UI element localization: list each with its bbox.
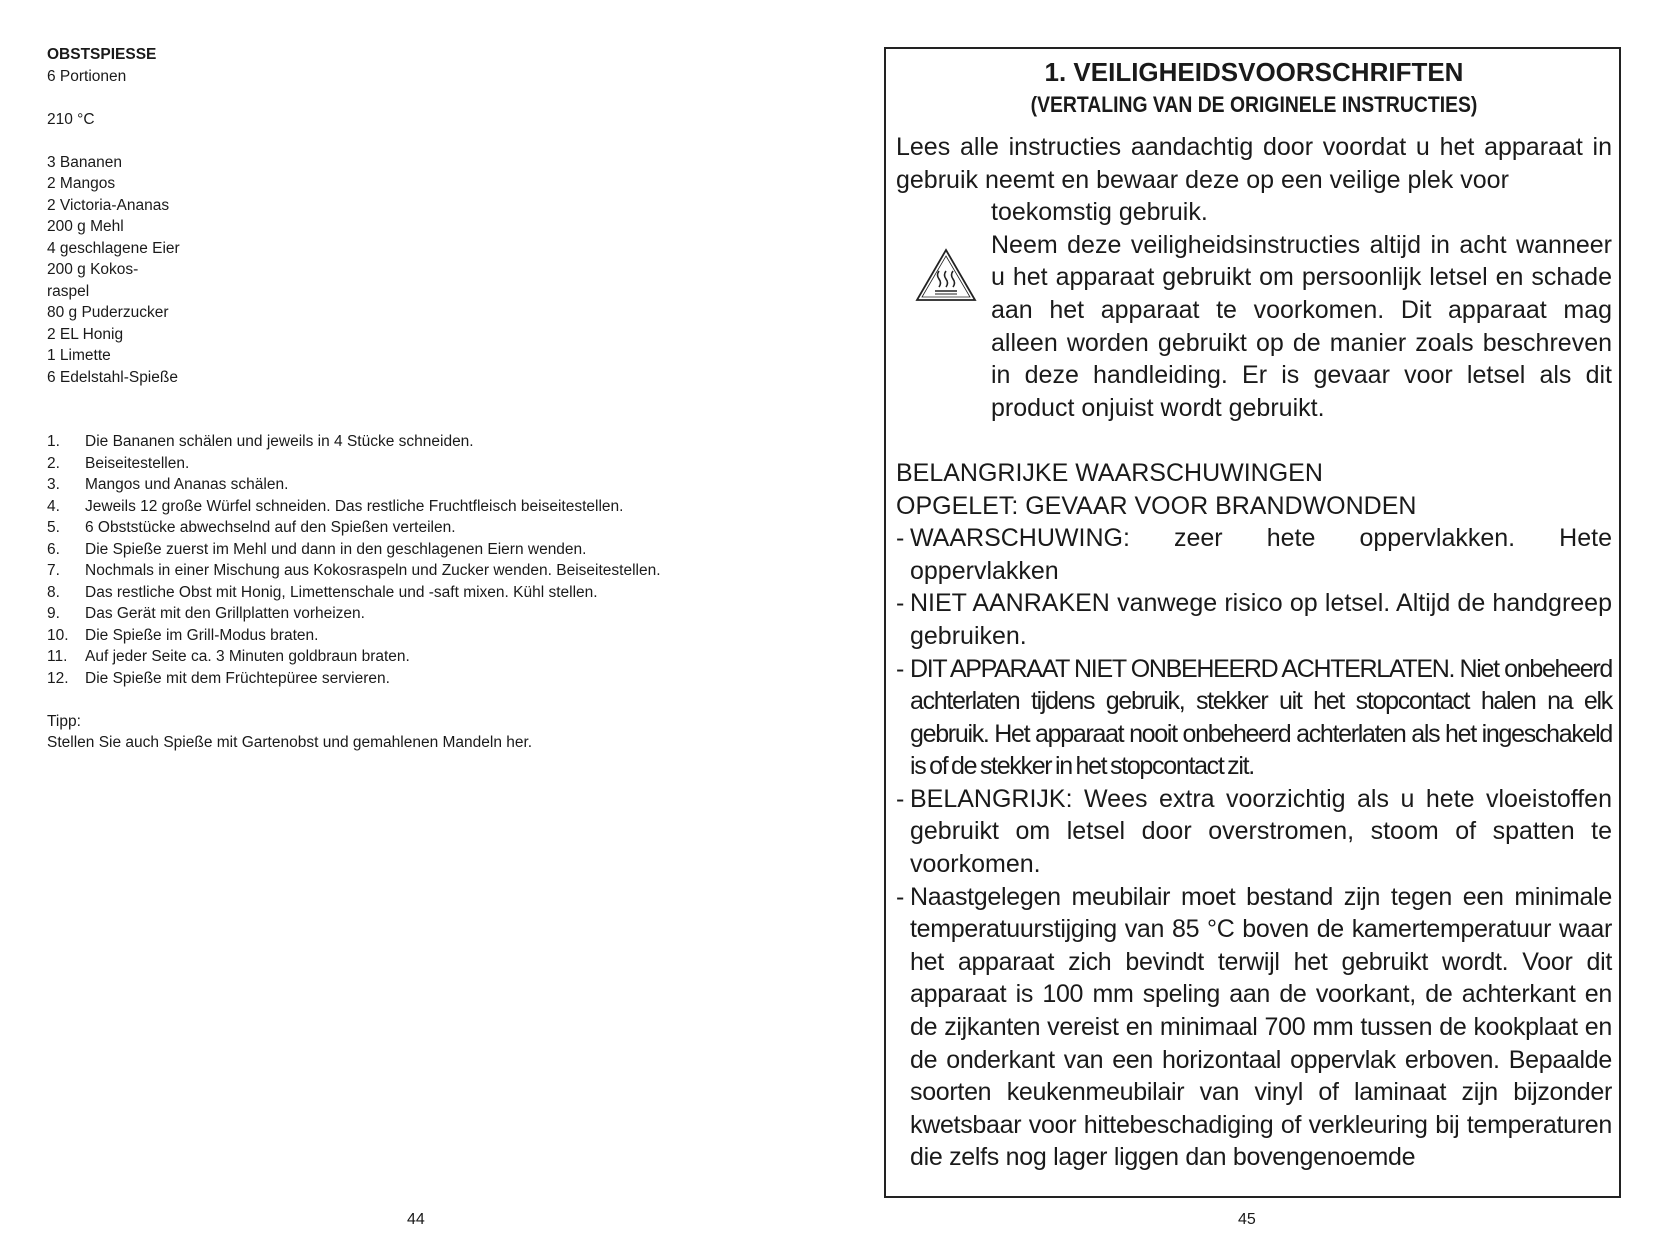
- step-text: Das restliche Obst mit Honig, Limettenschale und -saft mixen. Kühl stellen.: [85, 583, 598, 601]
- ingredient-item: 2 Victoria-Ananas: [47, 196, 170, 214]
- step-item: [47, 517, 767, 539]
- step-number: 4.: [47, 497, 60, 515]
- step-item: [47, 668, 767, 690]
- ingredient-item: 200 g Kokos-: [47, 261, 139, 278]
- intro-paragraph-tail: toekomstig gebruik.: [991, 198, 1208, 227]
- ingredient-item: 3 Bananen: [47, 153, 122, 171]
- bullet-item: - DIT APPARAAT NIET ONBEHEERD ACHTERLATEN. Niet onbeheerd achterlaten tijdens gebruik, stekker uit het stopcontact halen na elk gebruik. Het apparaat nooit onbeheerd achterlaten als het ingeschakeld is of de stekker in het stopcontact zit.: [896, 653, 1612, 783]
- warning-paragraph: Neem deze veiligheidsinstructies altijd in acht wanneer u het apparaat gebruikt om persoonlijk letsel en schade aan het apparaat te voorkomen. Dit apparaat mag alleen worden gebruikt op de manier zoals beschreven in deze handleiding. Er is gevaar voor letsel als dit product onjuist wordt gebruikt.: [991, 230, 1612, 422]
- bullet-item: - BELANGRIJK: Wees extra voorzichtig als u hete vloeistoffen gebruikt om letsel door overstromen, stoom of spatten te voorkomen.: [896, 783, 1612, 881]
- safety-instructions-box: [884, 47, 1621, 1198]
- step-list: [47, 431, 767, 689]
- step-item: [47, 474, 767, 496]
- step-item: [47, 560, 767, 582]
- bullet-text: NIET AANRAKEN vanwege risico op letsel. Altijd de handgreep gebruiken.: [910, 589, 1612, 650]
- step-number: 9.: [47, 605, 60, 622]
- caution-heading: OPGELET: GEVAAR VOOR BRANDWONDEN: [896, 491, 1417, 520]
- page-number-right: 45: [1238, 1211, 1256, 1228]
- section-subtitle: (VERTALING VAN DE ORIGINELE INSTRUCTIES): [1030, 92, 1478, 117]
- important-heading: BELANGRIJKE WAARSCHUWINGEN: [896, 458, 1323, 487]
- recipe-page: [47, 44, 767, 754]
- tip-text: Stellen Sie auch Spieße mit Gartenobst und gemahlenen Mandeln her.: [47, 734, 533, 751]
- recipe-portions: 6 Portionen: [47, 67, 127, 85]
- ingredient-item: 1 Limette: [47, 347, 111, 364]
- hot-surface-warning-icon: [914, 247, 978, 303]
- page-number-left: 44: [407, 1211, 425, 1228]
- step-item: [47, 453, 767, 475]
- bullet-text: Naastgelegen meubilair moet bestand zijn tegen een minimale temperatuurstijging van 85 °C boven de kamertemperatuur waar het apparaat zich bevindt terwijl het gebruikt wordt. Voor dit apparaat is 100 mm speling aan de voorkant, de achterkant en de zijkanten vereist en minimaal 700 mm tussen de kookplaat en de onderkant van een horizontaal oppervlak erboven. Bepaalde soorten keukenmeubilair van vinyl of laminaat zijn bijzonder kwetsbaar voor hittebeschadiging of verkleuring bij temperaturen die zelfs nog lager liggen dan bovengenoemde: [910, 882, 1612, 1172]
- step-text: Die Bananen schälen und jeweils in 4 Stücke schneiden.: [85, 433, 474, 450]
- step-item: [47, 582, 767, 604]
- intro-paragraph: Lees alle instructies aandachtig door voordat u het apparaat in gebruik neemt en bewaar deze op een veilige plek voor: [896, 133, 1612, 194]
- step-text: Das Gerät mit den Grillplatten vorheizen.: [85, 605, 365, 622]
- step-item: [47, 646, 767, 668]
- step-number: 7.: [47, 562, 60, 579]
- recipe-temperature: 210 °C: [47, 110, 95, 128]
- step-number: 2.: [47, 454, 60, 472]
- step-number: 6.: [47, 540, 60, 558]
- warning-block: [896, 229, 1612, 425]
- tip-label: Tipp:: [47, 712, 81, 730]
- ingredient-item: 200 g Mehl: [47, 218, 124, 235]
- step-text: 6 Obststücke abwechselnd auf den Spießen verteilen.: [85, 519, 456, 536]
- step-number: 1.: [47, 433, 60, 450]
- ingredient-item: raspel: [47, 282, 90, 300]
- step-number: 10.: [47, 626, 69, 644]
- step-text: Jeweils 12 große Würfel schneiden. Das restliche Fruchtfleisch beiseitestellen.: [85, 497, 624, 515]
- step-number: 5.: [47, 519, 60, 536]
- bullet-item: - NIET AANRAKEN vanwege risico op letsel. Altijd de handgreep gebruiken.: [896, 587, 1612, 652]
- bullet-item: - Naastgelegen meubilair moet bestand zijn tegen een minimale temperatuurstijging van 85 °C boven de kamertemperatuur waar het apparaat zich bevindt terwijl het gebruikt wordt. Voor dit apparaat is 100 mm speling aan de voorkant, de achterkant en de zijkanten vereist en minimaal 700 mm tussen de kookplaat en de onderkant van een horizontaal oppervlak erboven. Bepaalde soorten keukenmeubilair van vinyl of laminaat zijn bijzonder kwetsbaar voor hittebeschadiging of verkleuring bij temperaturen die zelfs nog lager liggen dan bovengenoemde: [896, 881, 1612, 1174]
- section-title: 1. VEILIGHEIDSVOORSCHRIFTEN: [1044, 57, 1464, 87]
- bullet-text: WAARSCHUWING: zeer hete oppervlakken. Hete oppervlakken: [910, 524, 1612, 585]
- ingredient-item: 2 EL Honig: [47, 325, 124, 343]
- bullet-text: BELANGRIJK: Wees extra voorzichtig als u hete vloeistoffen gebruikt om letsel door overstromen, stoom of spatten te voorkomen.: [910, 784, 1612, 879]
- step-text: Auf jeder Seite ca. 3 Minuten goldbraun braten.: [85, 648, 410, 665]
- step-item: [47, 496, 767, 518]
- ingredient-item: 6 Edelstahl-Spieße: [47, 368, 178, 386]
- ingredient-list: [47, 152, 767, 389]
- step-text: Nochmals in einer Mischung aus Kokosraspeln und Zucker wenden. Beiseitestellen.: [85, 562, 661, 579]
- step-text: Die Spieße mit dem Früchtepüree servieren.: [85, 669, 390, 687]
- step-text: Die Spieße zuerst im Mehl und dann in den geschlagenen Eiern wenden.: [85, 540, 587, 558]
- step-item: [47, 603, 767, 625]
- step-number: 12.: [47, 669, 69, 687]
- ingredient-item: 4 geschlagene Eier: [47, 239, 180, 257]
- step-text: Mangos und Ananas schälen.: [85, 476, 289, 493]
- step-text: Die Spieße im Grill-Modus braten.: [85, 626, 319, 644]
- step-item: [47, 625, 767, 647]
- step-item: [47, 431, 767, 453]
- step-text: Beiseitestellen.: [85, 454, 190, 472]
- step-number: 11.: [47, 648, 68, 665]
- bullet-text: DIT APPARAAT NIET ONBEHEERD ACHTERLATEN. Niet onbeheerd achterlaten tijdens gebruik, stekker uit het stopcontact halen na elk gebruik. Het apparaat nooit onbeheerd achterlaten als het ingeschakeld is of de stekker in het stopcontact zit.: [910, 654, 1612, 781]
- bullet-item: - WAARSCHUWING: zeer hete oppervlakken. Hete oppervlakken: [896, 522, 1612, 587]
- ingredient-item: 2 Mangos: [47, 175, 116, 192]
- step-item: [47, 539, 767, 561]
- recipe-title: OBSTSPIESSE: [47, 46, 157, 63]
- step-number: 8.: [47, 583, 60, 601]
- ingredient-item: 80 g Puderzucker: [47, 304, 169, 321]
- step-number: 3.: [47, 476, 60, 493]
